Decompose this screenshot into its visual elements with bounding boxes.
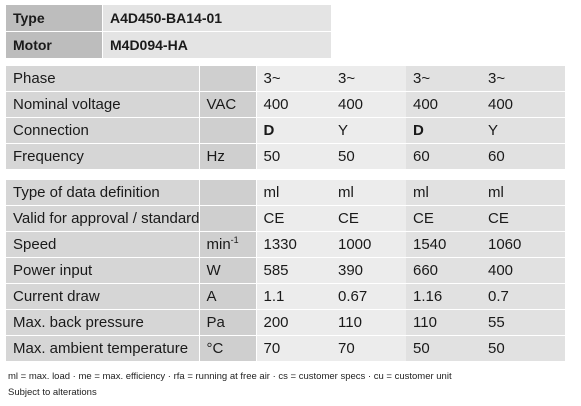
spec-value-col-2: ml bbox=[331, 180, 406, 206]
spec-value-col-3: 110 bbox=[406, 310, 481, 336]
spec-value-col-1: 1330 bbox=[256, 232, 331, 258]
spec-unit: Hz bbox=[199, 144, 256, 170]
spec-unit: °C bbox=[199, 336, 256, 362]
type-motor-table bbox=[6, 5, 331, 59]
unit-text: min bbox=[206, 236, 231, 253]
spec-value-col-3: 3~ bbox=[406, 66, 481, 92]
spec-value-col-2: Y bbox=[331, 118, 406, 144]
spec-row-nominal-voltage bbox=[6, 92, 565, 118]
spec-value-col-4: 3~ bbox=[481, 66, 565, 92]
spec-row-connection bbox=[6, 118, 565, 144]
spec-label: Type of data definition bbox=[6, 180, 199, 206]
spec-value-col-1: ml bbox=[256, 180, 331, 206]
motor-label: Motor bbox=[6, 32, 103, 59]
performance-specs-table bbox=[6, 180, 565, 362]
spec-value-col-3: 1540 bbox=[406, 232, 481, 258]
type-row bbox=[6, 5, 331, 32]
spec-value-col-2: 390 bbox=[331, 258, 406, 284]
type-label: Type bbox=[6, 5, 103, 32]
electrical-specs-table bbox=[6, 66, 565, 170]
spec-value-col-3: ml bbox=[406, 180, 481, 206]
spec-row-type-of-data-definition bbox=[6, 180, 565, 206]
spec-value-col-2: 1000 bbox=[331, 232, 406, 258]
spec-value-col-3: 400 bbox=[406, 92, 481, 118]
spec-value-col-1: 70 bbox=[256, 336, 331, 362]
spec-row-max-back-pressure bbox=[6, 310, 565, 336]
spec-label: Max. ambient temperature bbox=[6, 336, 199, 362]
spec-value-col-3: 50 bbox=[406, 336, 481, 362]
spec-label: Connection bbox=[6, 118, 199, 144]
spec-value-col-4: Y bbox=[481, 118, 565, 144]
spec-value-col-2: 50 bbox=[331, 144, 406, 170]
spec-label: Valid for approval / standard bbox=[6, 206, 199, 232]
motor-value: M4D094-HA bbox=[103, 32, 332, 59]
spec-row-phase bbox=[6, 66, 565, 92]
spec-unit bbox=[199, 180, 256, 206]
spec-label: Max. back pressure bbox=[6, 310, 199, 336]
spec-row-power-input bbox=[6, 258, 565, 284]
spec-value-col-1: 200 bbox=[256, 310, 331, 336]
motor-row bbox=[6, 32, 331, 59]
spec-value-col-4: 400 bbox=[481, 92, 565, 118]
unit-exponent: -1 bbox=[230, 235, 239, 245]
type-value: A4D450-BA14-01 bbox=[103, 5, 332, 32]
spec-value-col-3: 660 bbox=[406, 258, 481, 284]
spec-value-col-3: 1.16 bbox=[406, 284, 481, 310]
spec-value-col-4: CE bbox=[481, 206, 565, 232]
spec-value-col-3: D bbox=[406, 118, 481, 144]
spec-label: Current draw bbox=[6, 284, 199, 310]
spec-unit: A bbox=[199, 284, 256, 310]
spec-value-col-1: CE bbox=[256, 206, 331, 232]
spec-value-col-4: 0.7 bbox=[481, 284, 565, 310]
spec-label: Frequency bbox=[6, 144, 199, 170]
spec-value-col-1: 1.1 bbox=[256, 284, 331, 310]
spec-value-col-2: CE bbox=[331, 206, 406, 232]
spec-value-col-2: 110 bbox=[331, 310, 406, 336]
spec-value-col-4: ml bbox=[481, 180, 565, 206]
spec-value-col-1: 3~ bbox=[256, 66, 331, 92]
spec-value-col-1: 585 bbox=[256, 258, 331, 284]
spec-value-col-1: D bbox=[256, 118, 331, 144]
subject-to-alterations-note: Subject to alterations bbox=[8, 387, 97, 398]
spec-label: Phase bbox=[6, 66, 199, 92]
spec-value-col-1: 400 bbox=[256, 92, 331, 118]
spec-row-frequency bbox=[6, 144, 565, 170]
spec-unit bbox=[199, 66, 256, 92]
spec-value-col-3: CE bbox=[406, 206, 481, 232]
spec-unit: Pa bbox=[199, 310, 256, 336]
spec-unit bbox=[199, 206, 256, 232]
spec-unit: W bbox=[199, 258, 256, 284]
spec-value-col-4: 1060 bbox=[481, 232, 565, 258]
spec-label: Speed bbox=[6, 232, 199, 258]
spec-value-col-1: 50 bbox=[256, 144, 331, 170]
spec-value-col-4: 400 bbox=[481, 258, 565, 284]
spec-unit bbox=[199, 232, 256, 258]
spec-value-col-3: 60 bbox=[406, 144, 481, 170]
spec-row-speed bbox=[6, 232, 565, 258]
spec-row-current-draw bbox=[6, 284, 565, 310]
spec-row-max-ambient-temperature bbox=[6, 336, 565, 362]
spec-value-col-4: 60 bbox=[481, 144, 565, 170]
spec-value-col-4: 55 bbox=[481, 310, 565, 336]
spec-label: Nominal voltage bbox=[6, 92, 199, 118]
abbreviation-footnote: ml = max. load · me = max. efficiency · rfa = running at free air · cs = customer specs · cu = customer unit bbox=[8, 371, 452, 382]
spec-value-col-2: 0.67 bbox=[331, 284, 406, 310]
spec-value-col-4: 50 bbox=[481, 336, 565, 362]
spec-value-col-2: 400 bbox=[331, 92, 406, 118]
spec-unit: VAC bbox=[199, 92, 256, 118]
spec-unit bbox=[199, 118, 256, 144]
spec-value-col-2: 70 bbox=[331, 336, 406, 362]
spec-label: Power input bbox=[6, 258, 199, 284]
spec-row-valid-for-approval-standard bbox=[6, 206, 565, 232]
spec-value-col-2: 3~ bbox=[331, 66, 406, 92]
